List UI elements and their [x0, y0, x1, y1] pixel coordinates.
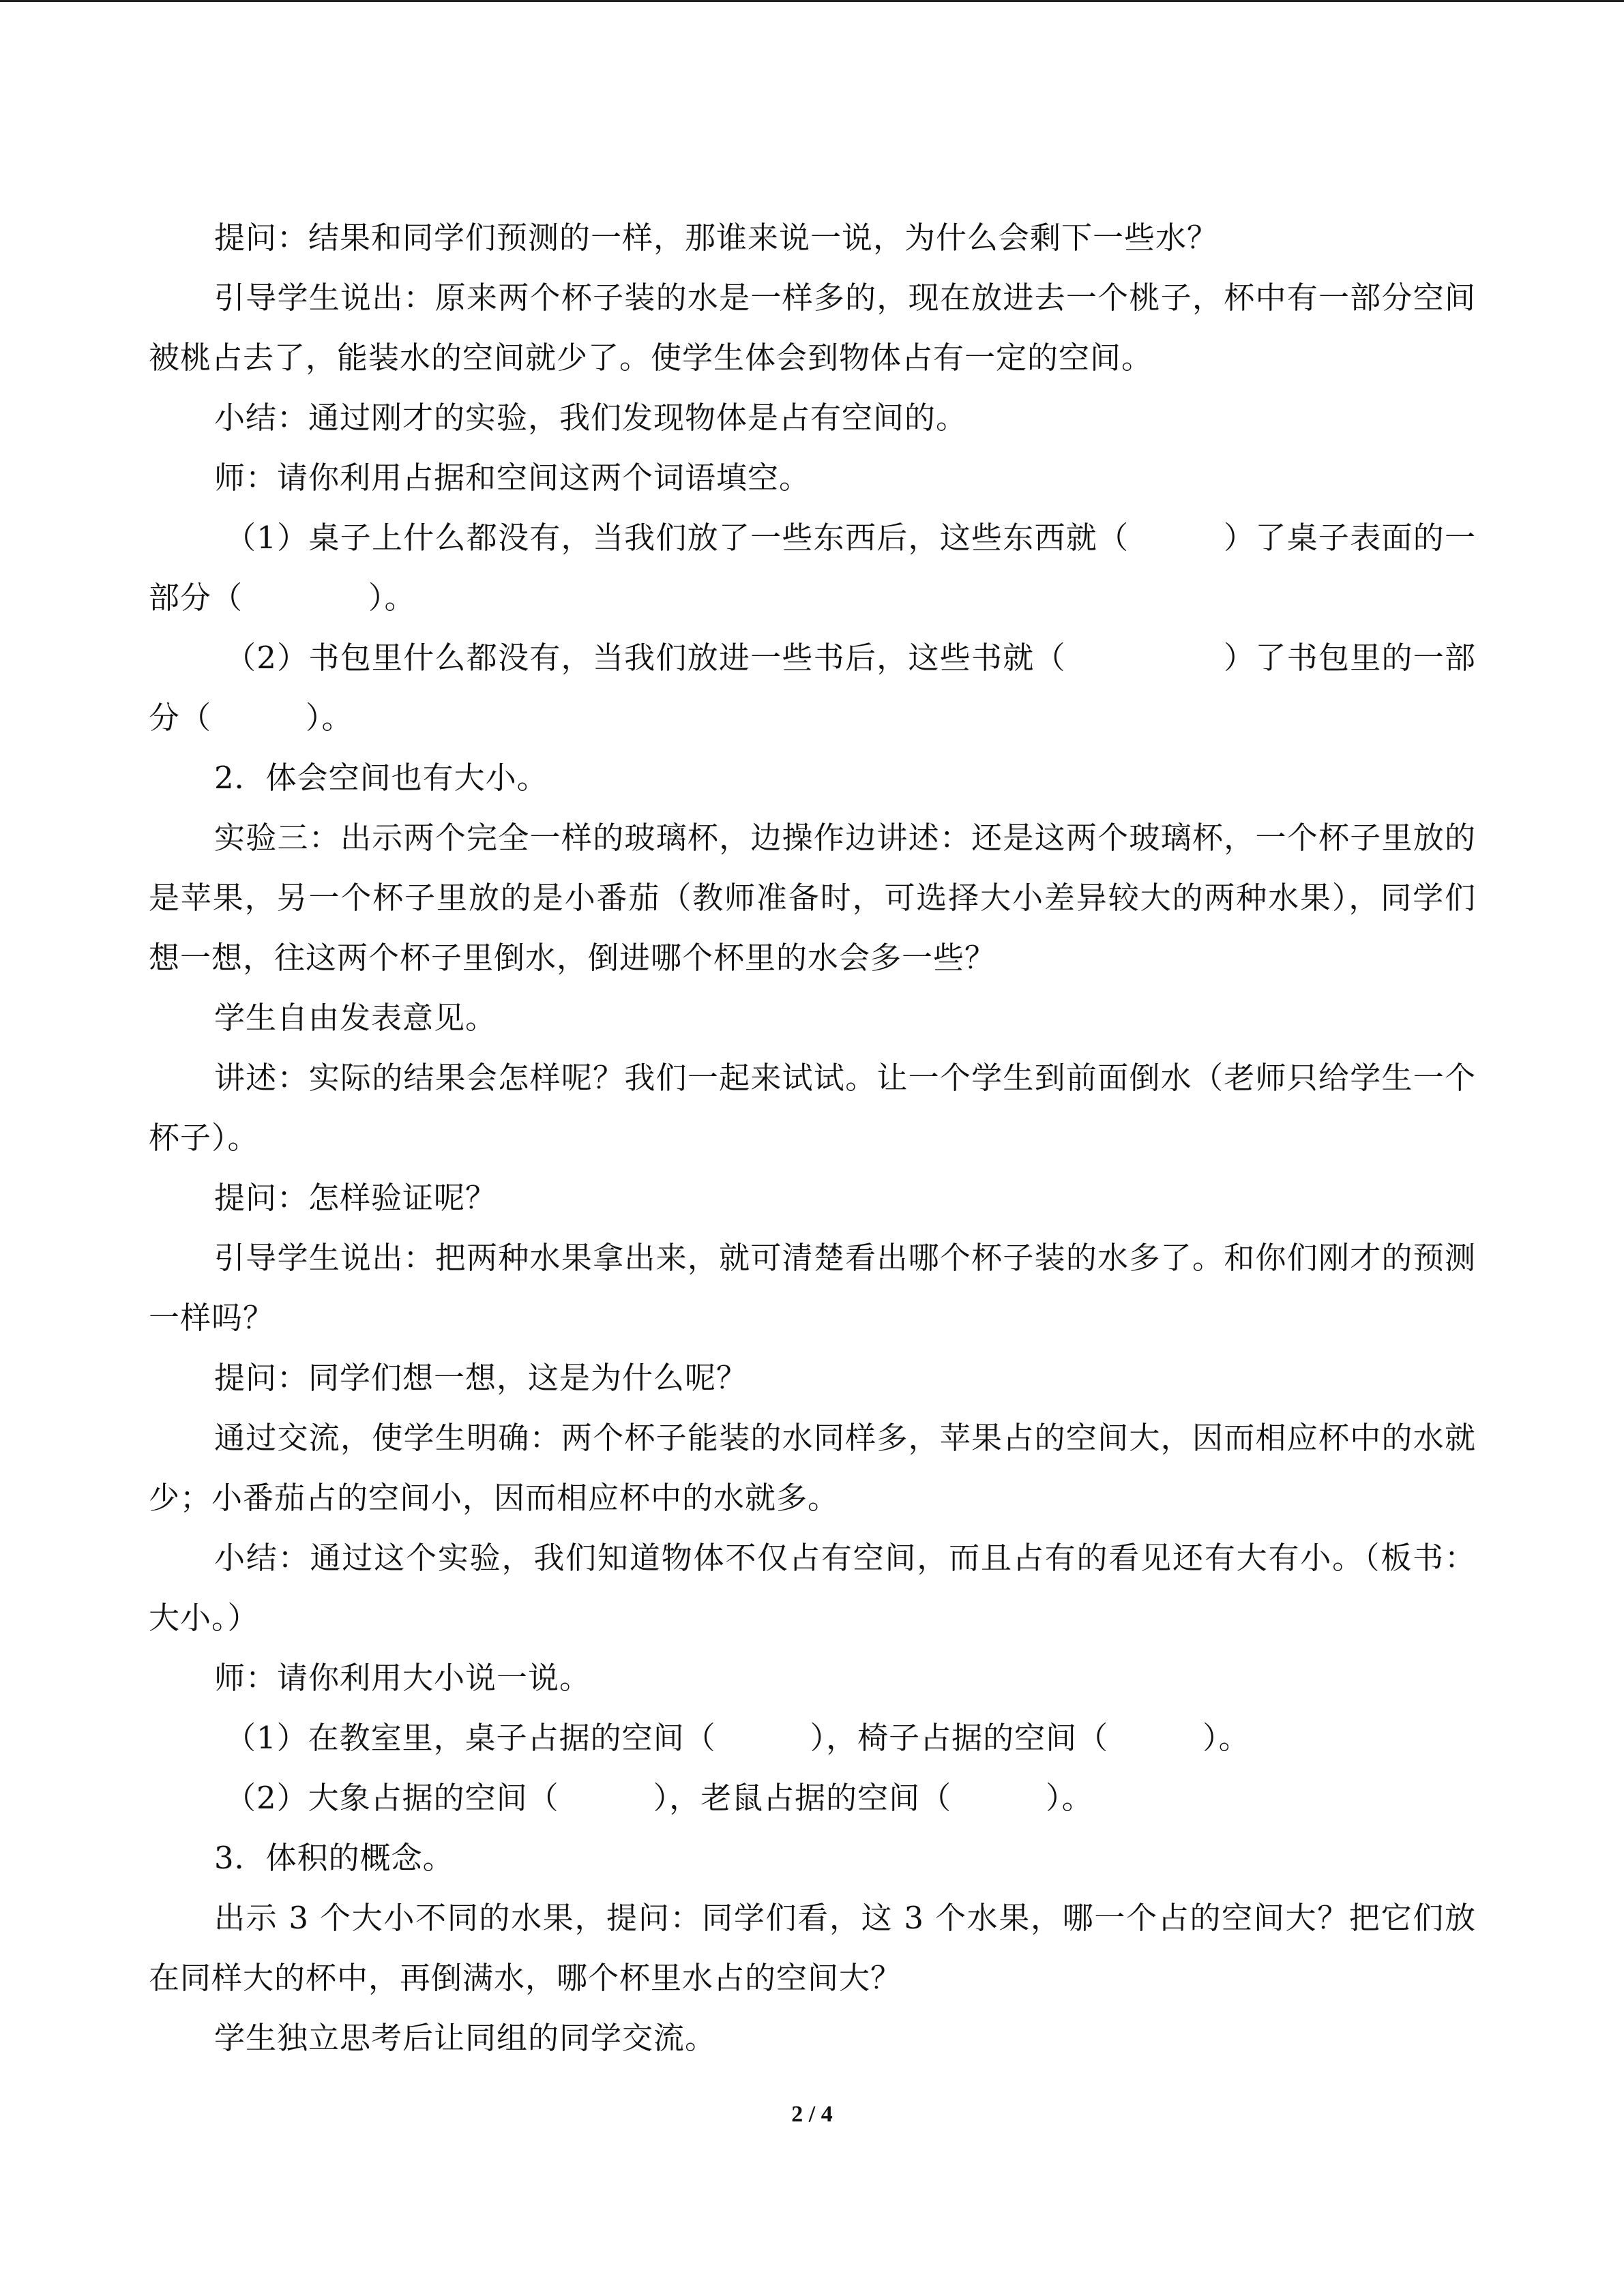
section-heading-volume-concept: 3．体积的概念。: [214, 1840, 454, 1876]
top-border-line: [0, 0, 1624, 2]
document-body: [149, 208, 1476, 2068]
paragraph-summary-occupy-space: 小结：通过刚才的实验，我们发现物体是占有空间的。: [214, 400, 968, 436]
paragraph-group-exchange: 学生独立思考后让同组的同学交流。: [214, 2020, 717, 2056]
paragraph-summary-size: 小结：通过这个实验，我们知道物体不仅占有空间，而且占有的看见还有大有小。（板书：大小。）: [149, 1540, 1476, 1636]
paragraph-teacher-fill-blank: 师：请你利用占据和空间这两个词语填空。: [214, 460, 811, 496]
paragraph-exercise-elephant: （2）大象占据的空间（ ），老鼠占据的空间（ ）。: [225, 1780, 1093, 1816]
paragraph-guide-fruit-out: 引导学生说出：把两种水果拿出来，就可清楚看出哪个杯子装的水多了。和你们刚才的预测一样吗？: [149, 1240, 1476, 1336]
paragraph-question-verify: 提问：怎样验证呢？: [214, 1180, 497, 1216]
page-number: 2 / 4: [791, 2102, 833, 2127]
paragraph-exercise-table: （1）桌子上什么都没有，当我们放了一些东西后，这些东西就（ ）了桌子表面的一部分（ ）。: [149, 520, 1476, 616]
paragraph-question-why: 提问：同学们想一想，这是为什么呢？: [214, 1360, 748, 1396]
paragraph-three-fruits: 出示 3 个大小不同的水果，提问：同学们看，这 3 个水果，哪一个占的空间大？把它们放在同样大的杯中，再倒满水，哪个杯里水占的空间大？: [149, 1900, 1476, 1996]
paragraph-experiment-three: 实验三：出示两个完全一样的玻璃杯，边操作边讲述：还是这两个玻璃杯，一个杯子里放的是苹果，另一个杯子里放的是小番茄（教师准备时，可选择大小差异较大的两种水果），同学们想一想，往这两个杯子里倒水，倒进哪个杯里的水会多一些？: [149, 820, 1476, 976]
paragraph-guide-peach-space: 引导学生说出：原来两个杯子装的水是一样多的，现在放进去一个桃子，杯中有一部分空间被桃占去了，能装水的空间就少了。使学生体会到物体占有一定的空间。: [149, 280, 1476, 376]
paragraph-exercise-schoolbag: （2）书包里什么都没有，当我们放进一些书后，这些书就（ ）了书包里的一部分（ ）。: [149, 640, 1476, 736]
section-heading-space-size: 2．体会空间也有大小。: [214, 760, 548, 796]
paragraph-students-opinions: 学生自由发表意见。: [214, 1000, 497, 1036]
paragraph-narration-try: 讲述：实际的结果会怎样呢？我们一起来试试。让一个学生到前面倒水（老师只给学生一个杯子）。: [149, 1060, 1476, 1156]
paragraph-exercise-classroom: （1）在教室里，桌子占据的空间（ ），椅子占据的空间（ ）。: [225, 1720, 1250, 1756]
paragraph-teacher-size: 师：请你利用大小说一说。: [214, 1660, 591, 1696]
paragraph-exchange-clarify: 通过交流，使学生明确：两个杯子能装的水同样多，苹果占的空间大，因而相应杯中的水就少；小番茄占的空间小，因而相应杯中的水就多。: [149, 1420, 1476, 1516]
paragraph-question-remaining-water: 提问：结果和同学们预测的一样，那谁来说一说，为什么会剩下一些水？: [214, 220, 1219, 256]
